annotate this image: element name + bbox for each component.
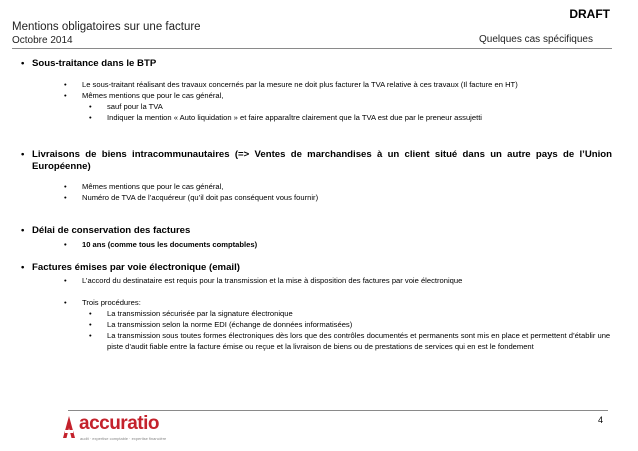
footer-divider [68, 410, 608, 411]
section-heading [0, 262, 638, 274]
section-heading [0, 225, 638, 237]
list-item-text: Indiquer la mention « Auto liquidation » et faire apparaître clairement que la TVA est due par le preneur assujetti [107, 113, 482, 122]
list-item-text: 10 ans (comme tous les documents comptables) [82, 240, 258, 249]
section-heading [0, 149, 638, 173]
bullet-icon: • [89, 320, 92, 329]
list-item [0, 239, 638, 250]
section-heading-text: Livraisons de biens intracommunautaires (=> Ventes de marchandises à un client situé dans un autre pays de l’Union Européenne) [32, 149, 612, 172]
bullet-icon: • [89, 331, 92, 340]
bullet-icon: • [21, 262, 25, 273]
document-date: Octobre 2014 [12, 35, 73, 46]
bullet-icon: • [89, 309, 92, 318]
list-item [0, 319, 638, 330]
list-item-text: Le sous-traitant réalisant des travaux concernés par la mesure ne doit plus facturer la TVA relative à ces travaux (Il facture en HT) [82, 80, 518, 89]
list-item [0, 90, 638, 101]
list-item [0, 79, 638, 90]
bullet-icon: • [64, 182, 67, 191]
page-number: 4 [597, 415, 603, 425]
list-item-text: La transmission sous toutes formes électroniques dès lors que des contrôles documentés et permanents sont mis en place et permettent d’établir une piste d’audit fiable entre la facture émise ou reçue et la livraison de biens ou de prestations de services qui en est le fondement [107, 331, 611, 351]
list-item-text: La transmission selon la norme EDI (échange de données informatisées) [107, 320, 353, 329]
list-item-text: sauf pour la TVA [107, 102, 163, 111]
list-item-text: Numéro de TVA de l’acquéreur (qu’il doit pas conséquent vous fournir) [82, 193, 319, 202]
section-heading [0, 58, 638, 70]
logo-mark-icon [62, 415, 76, 439]
bullet-icon: • [21, 149, 25, 160]
section-heading-text: Sous-traitance dans le BTP [32, 58, 157, 69]
accuratio-logo [62, 412, 192, 446]
slide-content [0, 58, 638, 352]
list-item-text: Trois procédures: [82, 298, 141, 307]
list-item [0, 192, 638, 203]
list-item-text: L’accord du destinataire est requis pour la transmission et la mise à disposition des factures par voie électronique [82, 276, 463, 285]
bullet-icon: • [64, 91, 67, 100]
list-item [0, 101, 638, 112]
bullet-icon: • [64, 193, 67, 202]
section-livraisons-intracommunautaires [0, 149, 638, 203]
section-delai-conservation [0, 225, 638, 250]
section-sous-traitance [0, 58, 638, 123]
bullet-icon: • [21, 58, 25, 69]
section-heading-text: Factures émises par voie électronique (email) [32, 262, 240, 273]
bullet-icon: • [64, 276, 67, 285]
bullet-icon: • [89, 102, 92, 111]
header-divider [12, 48, 612, 49]
list-item-text: La transmission sécurisée par la signature électronique [107, 309, 293, 318]
bullet-icon: • [89, 113, 92, 122]
draft-label: DRAFT [569, 7, 610, 21]
bullet-icon: • [64, 298, 67, 307]
list-item [0, 181, 638, 192]
list-item-text: Mêmes mentions que pour le cas général, [82, 182, 224, 191]
logo-text: accuratio [79, 413, 159, 434]
bullet-icon: • [64, 80, 67, 89]
list-item [0, 297, 638, 308]
bullet-icon: • [21, 225, 25, 236]
document-subtitle: Quelques cas spécifiques [479, 34, 593, 45]
list-item-text: Mêmes mentions que pour le cas général, [82, 91, 224, 100]
section-factures-electroniques [0, 262, 638, 352]
logo-tagline: audit · expertise comptable · expertise financière [80, 436, 167, 441]
list-item [0, 330, 638, 352]
document-title: Mentions obligatoires sur une facture [12, 21, 201, 33]
list-item [0, 308, 638, 319]
list-item [0, 112, 638, 123]
list-item [0, 275, 638, 286]
bullet-icon: • [64, 240, 67, 249]
section-heading-text: Délai de conservation des factures [32, 225, 191, 236]
